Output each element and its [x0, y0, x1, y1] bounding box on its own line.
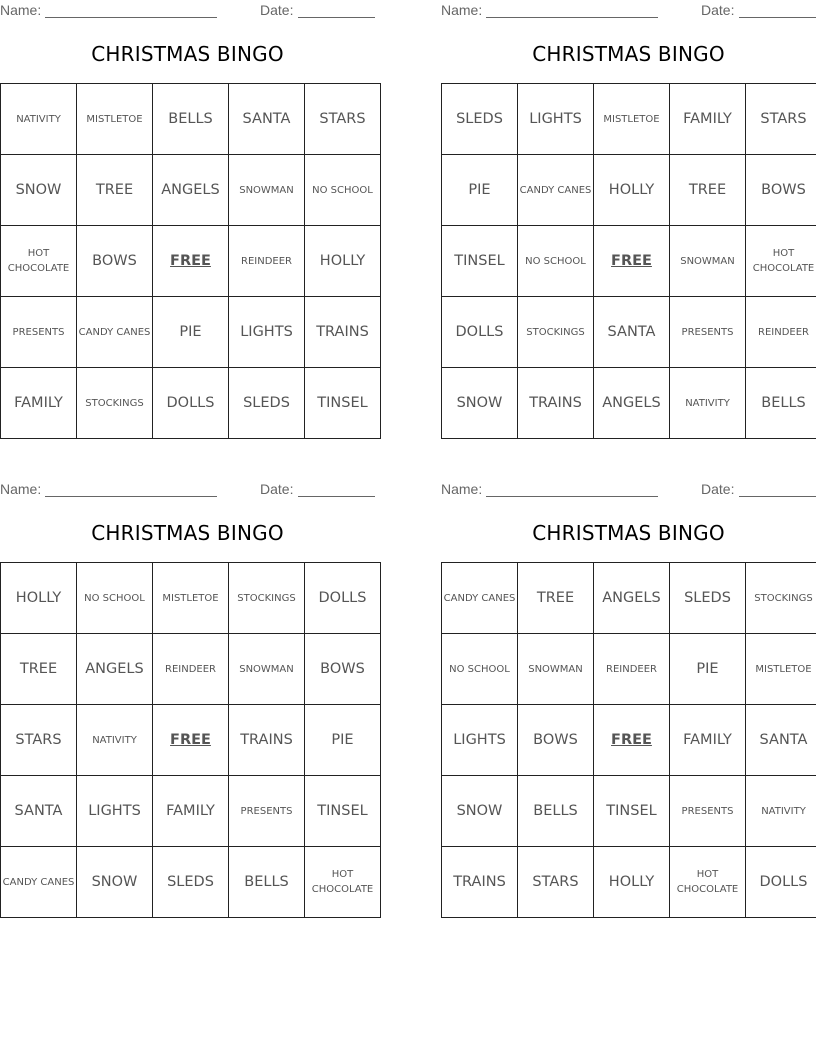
- grid-cell: ANGELS: [77, 634, 153, 705]
- grid-cell: SANTA: [229, 84, 305, 155]
- date-line: [739, 496, 816, 497]
- card-header: [441, 2, 816, 20]
- card-title: CHRISTMAS BINGO: [532, 42, 725, 66]
- grid-cell: DOLLS: [442, 297, 518, 368]
- grid-cell: NO SCHOOL: [305, 155, 381, 226]
- grid-cell: HOT CHOCOLATE: [746, 226, 816, 297]
- grid-cell: NATIVITY: [746, 776, 816, 847]
- grid-cell: MISTLETOE: [77, 84, 153, 155]
- grid-row: [1, 368, 381, 439]
- grid-cell: FAMILY: [1, 368, 77, 439]
- grid-cell: STOCKINGS: [518, 297, 594, 368]
- grid-cell: CANDY CANES: [518, 155, 594, 226]
- grid-cell: DOLLS: [153, 368, 229, 439]
- grid-row: [1, 226, 381, 297]
- grid-cell: HOLLY: [1, 563, 77, 634]
- grid-row: [1, 297, 381, 368]
- grid-row: [442, 847, 816, 918]
- grid-cell: NO SCHOOL: [77, 563, 153, 634]
- grid-cell: SNOW: [442, 776, 518, 847]
- card-header: [0, 2, 375, 20]
- grid-cell: ANGELS: [153, 155, 229, 226]
- name-label: Name:: [441, 481, 483, 497]
- grid-cell: SANTA: [594, 297, 670, 368]
- bingo-grid: [0, 83, 381, 439]
- grid-cell: SNOWMAN: [670, 226, 746, 297]
- grid-cell: LIGHTS: [442, 705, 518, 776]
- grid-cell: BELLS: [746, 368, 816, 439]
- grid-cell: TINSEL: [442, 226, 518, 297]
- grid-row: [1, 155, 381, 226]
- grid-cell: LIGHTS: [229, 297, 305, 368]
- grid-cell: MISTLETOE: [746, 634, 816, 705]
- grid-cell: TREE: [1, 634, 77, 705]
- card-title: CHRISTMAS BINGO: [532, 521, 725, 545]
- grid-cell: CANDY CANES: [1, 847, 77, 918]
- date-label: Date:: [260, 481, 294, 497]
- grid-row: [1, 705, 381, 776]
- grid-cell: STARS: [518, 847, 594, 918]
- grid-cell: SANTA: [746, 705, 816, 776]
- name-line: [486, 496, 658, 497]
- grid-cell: NO SCHOOL: [518, 226, 594, 297]
- name-line: [45, 17, 217, 18]
- grid-row: [442, 776, 816, 847]
- grid-cell: PIE: [153, 297, 229, 368]
- grid-cell: STOCKINGS: [229, 563, 305, 634]
- grid-cell: DOLLS: [746, 847, 816, 918]
- grid-cell: PRESENTS: [670, 776, 746, 847]
- grid-cell: BOWS: [746, 155, 816, 226]
- free-space-cell: FREE: [153, 226, 229, 297]
- grid-cell: NO SCHOOL: [442, 634, 518, 705]
- card-title: CHRISTMAS BINGO: [91, 42, 284, 66]
- grid-cell: LIGHTS: [518, 84, 594, 155]
- grid-cell: SNOW: [1, 155, 77, 226]
- grid-cell: BOWS: [305, 634, 381, 705]
- grid-cell: TINSEL: [305, 368, 381, 439]
- grid-cell: DOLLS: [305, 563, 381, 634]
- free-space-cell: FREE: [594, 705, 670, 776]
- grid-cell: FAMILY: [670, 84, 746, 155]
- grid-cell: SLEDS: [229, 368, 305, 439]
- grid-row: [1, 847, 381, 918]
- bingo-card-4: [441, 479, 816, 913]
- grid-cell: BELLS: [153, 84, 229, 155]
- grid-cell: TREE: [77, 155, 153, 226]
- free-space-cell: FREE: [153, 705, 229, 776]
- date-label: Date:: [701, 481, 735, 497]
- grid-row: [1, 84, 381, 155]
- bingo-card-3: [0, 479, 375, 913]
- date-label: Date:: [260, 2, 294, 18]
- grid-row: [442, 226, 816, 297]
- grid-cell: ANGELS: [594, 368, 670, 439]
- bingo-grid: [441, 562, 816, 918]
- grid-row: [442, 705, 816, 776]
- bingo-grid: [0, 562, 381, 918]
- grid-cell: LIGHTS: [77, 776, 153, 847]
- grid-cell: SANTA: [1, 776, 77, 847]
- date-line: [298, 17, 375, 18]
- grid-cell: SNOW: [77, 847, 153, 918]
- grid-cell: SNOWMAN: [229, 634, 305, 705]
- grid-cell: PRESENTS: [1, 297, 77, 368]
- bingo-card-2: [441, 0, 816, 434]
- grid-cell: STARS: [1, 705, 77, 776]
- grid-cell: REINDEER: [594, 634, 670, 705]
- date-line: [739, 17, 816, 18]
- grid-cell: NATIVITY: [1, 84, 77, 155]
- grid-cell: STOCKINGS: [746, 563, 816, 634]
- date-label: Date:: [701, 2, 735, 18]
- grid-cell: SNOWMAN: [518, 634, 594, 705]
- name-label: Name:: [441, 2, 483, 18]
- name-line: [45, 496, 217, 497]
- grid-cell: BELLS: [518, 776, 594, 847]
- grid-cell: STARS: [305, 84, 381, 155]
- grid-row: [1, 634, 381, 705]
- date-line: [298, 496, 375, 497]
- card-header: [0, 481, 375, 499]
- grid-cell: TRAINS: [229, 705, 305, 776]
- grid-row: [442, 84, 816, 155]
- grid-cell: SNOW: [442, 368, 518, 439]
- card-header: [441, 481, 816, 499]
- grid-cell: BOWS: [518, 705, 594, 776]
- name-label: Name:: [0, 2, 42, 18]
- grid-cell: MISTLETOE: [153, 563, 229, 634]
- grid-row: [442, 155, 816, 226]
- grid-cell: PRESENTS: [229, 776, 305, 847]
- bingo-card-1: [0, 0, 375, 434]
- grid-cell: CANDY CANES: [77, 297, 153, 368]
- grid-cell: HOLLY: [305, 226, 381, 297]
- grid-row: [1, 563, 381, 634]
- grid-cell: TINSEL: [305, 776, 381, 847]
- grid-cell: PIE: [442, 155, 518, 226]
- grid-cell: PIE: [670, 634, 746, 705]
- grid-cell: ANGELS: [594, 563, 670, 634]
- grid-row: [1, 776, 381, 847]
- grid-cell: NATIVITY: [77, 705, 153, 776]
- name-line: [486, 17, 658, 18]
- grid-row: [442, 563, 816, 634]
- bingo-grid: [441, 83, 816, 439]
- grid-cell: FAMILY: [153, 776, 229, 847]
- grid-cell: NATIVITY: [670, 368, 746, 439]
- grid-row: [442, 297, 816, 368]
- grid-cell: TRAINS: [442, 847, 518, 918]
- grid-cell: HOLLY: [594, 847, 670, 918]
- grid-cell: TREE: [670, 155, 746, 226]
- grid-cell: HOT CHOCOLATE: [1, 226, 77, 297]
- grid-cell: SLEDS: [153, 847, 229, 918]
- grid-cell: SLEDS: [442, 84, 518, 155]
- grid-cell: SNOWMAN: [229, 155, 305, 226]
- grid-cell: TRAINS: [305, 297, 381, 368]
- grid-row: [442, 368, 816, 439]
- grid-cell: CANDY CANES: [442, 563, 518, 634]
- grid-cell: BELLS: [229, 847, 305, 918]
- grid-cell: BOWS: [77, 226, 153, 297]
- grid-cell: STOCKINGS: [77, 368, 153, 439]
- grid-cell: MISTLETOE: [594, 84, 670, 155]
- grid-cell: REINDEER: [153, 634, 229, 705]
- grid-row: [442, 634, 816, 705]
- grid-cell: TRAINS: [518, 368, 594, 439]
- name-label: Name:: [0, 481, 42, 497]
- grid-cell: HOT CHOCOLATE: [670, 847, 746, 918]
- grid-cell: PRESENTS: [670, 297, 746, 368]
- card-title: CHRISTMAS BINGO: [91, 521, 284, 545]
- grid-cell: REINDEER: [229, 226, 305, 297]
- grid-cell: TINSEL: [594, 776, 670, 847]
- grid-cell: PIE: [305, 705, 381, 776]
- free-space-cell: FREE: [594, 226, 670, 297]
- grid-cell: TREE: [518, 563, 594, 634]
- grid-cell: REINDEER: [746, 297, 816, 368]
- grid-cell: SLEDS: [670, 563, 746, 634]
- grid-cell: STARS: [746, 84, 816, 155]
- grid-cell: HOLLY: [594, 155, 670, 226]
- grid-cell: FAMILY: [670, 705, 746, 776]
- grid-cell: HOT CHOCOLATE: [305, 847, 381, 918]
